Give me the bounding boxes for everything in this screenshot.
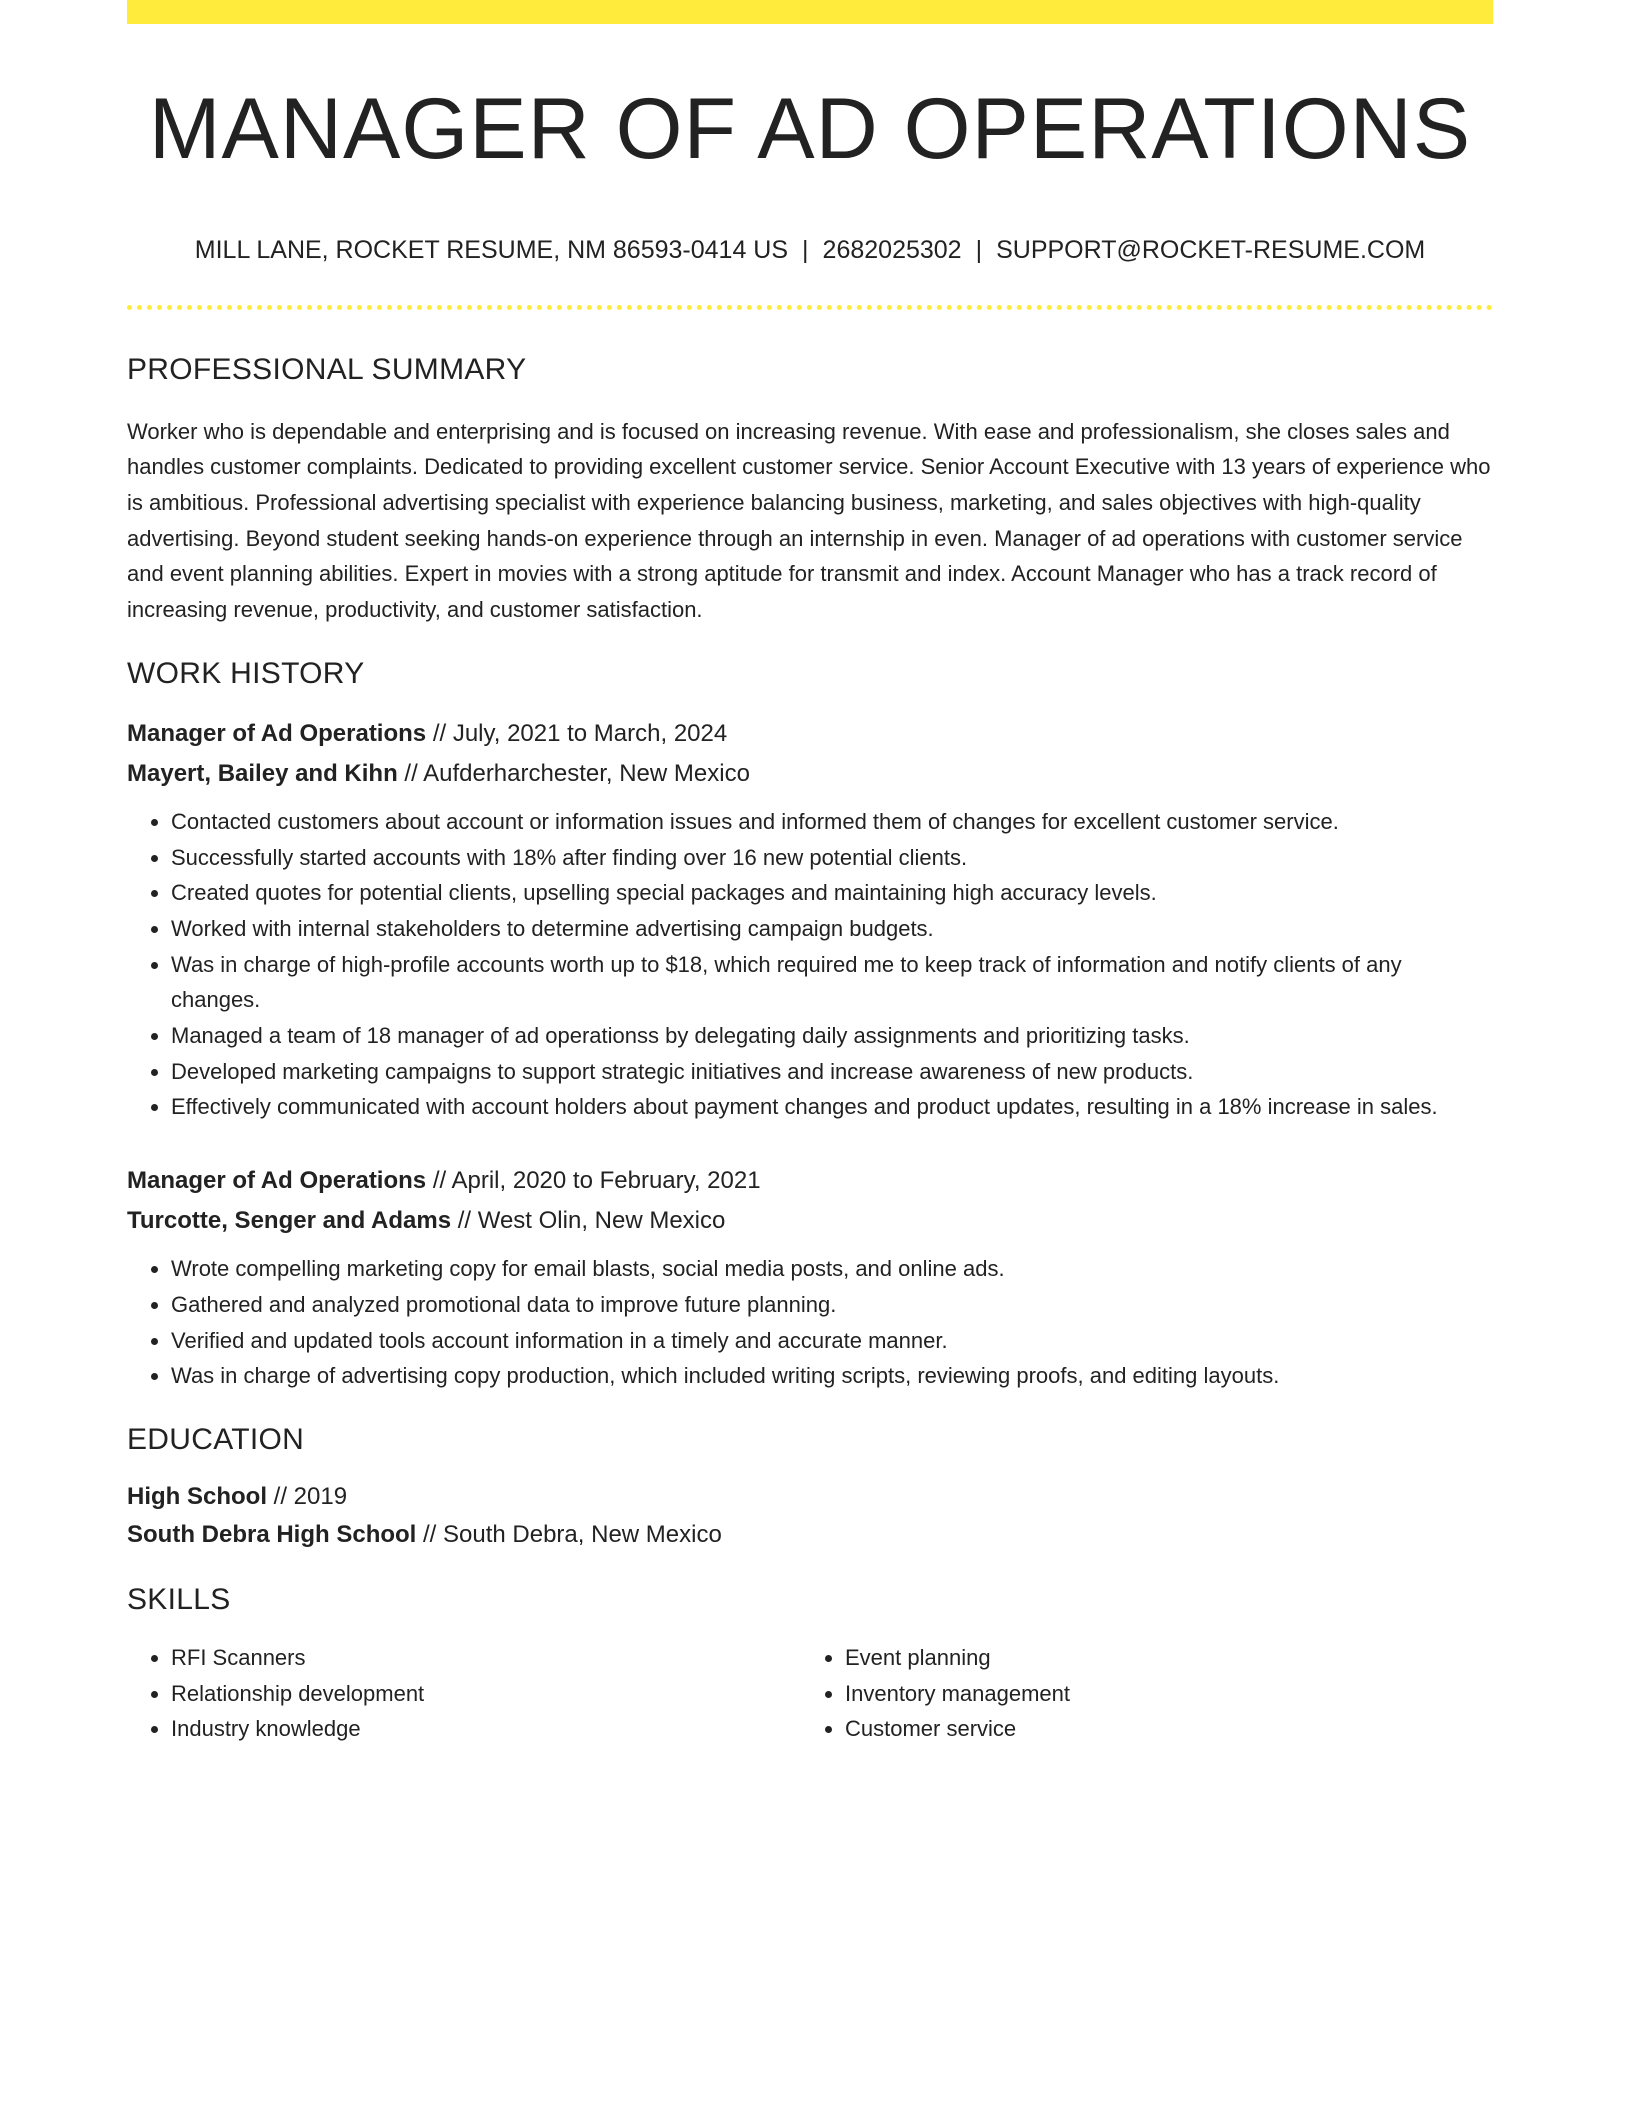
section-title-skills: SKILLS xyxy=(127,1582,231,1616)
job-bullet: • Worked with internal stakeholders to determine advertising campaign budgets. xyxy=(171,911,1493,947)
summary-text: Worker who is dependable and enterprising and is focused on increasing revenue. With ease and professionalism, she closes sales and handles customer complaints. Dedicated to providing excellent customer service. Senior Account Executive with 13 years of experience who is ambitious. Professional advertising specialist with experience balancing business, marketing, and sales objectives with high-quality advertising. Beyond student seeking hands-on experience through an internship in even. Manager of ad operations with customer service and event planning abilities. Expert in movies with a strong aptitude for transmit and index. Account Manager who has a track record of increasing revenue, productivity, and customer satisfaction. xyxy=(127,418,1491,623)
education-degree-line xyxy=(127,1478,1493,1516)
section-title-summary: PROFESSIONAL SUMMARY xyxy=(127,352,527,386)
job-role-line xyxy=(127,714,1493,754)
dotted-divider xyxy=(127,305,1493,310)
contact-line xyxy=(127,235,1493,265)
job-dates: // July, 2021 to March, 2024 xyxy=(426,719,728,747)
section-title-work-history: WORK HISTORY xyxy=(127,656,365,690)
accent-bar xyxy=(127,0,1493,24)
education-year: // 2019 xyxy=(267,1482,348,1510)
job-company: Turcotte, Senger and Adams xyxy=(127,1207,452,1235)
job-bullet: • Managed a team of 18 manager of ad operationss by delegating daily assignments and prioritizing tasks. xyxy=(171,1018,1493,1054)
skill-item: • RFI Scanners xyxy=(171,1640,801,1676)
job-bullet: • Successfully started accounts with 18% after finding over 16 new potential clients. xyxy=(171,840,1493,876)
job-role-line xyxy=(127,1161,1493,1201)
job-bullet: • Verified and updated tools account information in a timely and accurate manner. xyxy=(171,1323,1493,1359)
job-role: Manager of Ad Operations xyxy=(127,1167,427,1195)
skill-item: • Customer service xyxy=(845,1711,1475,1747)
job-bullet: • Gathered and analyzed promotional data to improve future planning. xyxy=(171,1287,1493,1323)
job-role: Manager of Ad Operations xyxy=(127,719,427,747)
skill-item: • Event planning xyxy=(845,1640,1475,1676)
job-bullet: • Effectively communicated with account holders about payment changes and product updates, resulting in a 18% increase in sales. xyxy=(171,1089,1493,1125)
contact-phone: 2682025302 xyxy=(822,235,962,264)
skills-column-left xyxy=(127,1640,801,1747)
education-school: South Debra High School xyxy=(127,1520,417,1548)
job-bullet: • Was in charge of high-profile accounts worth up to $18, which required me to keep track of information and notify clients of any changes. xyxy=(171,947,1493,1018)
job-dates: // April, 2020 to February, 2021 xyxy=(426,1167,761,1195)
job-company-line xyxy=(127,754,1493,794)
contact-separator: | xyxy=(975,235,983,264)
skills-list xyxy=(127,1640,1493,1747)
job-bullets xyxy=(127,1251,1493,1394)
job-bullet: • Developed marketing campaigns to support strategic initiatives and increase awareness of new products. xyxy=(171,1054,1493,1090)
education-entry xyxy=(127,1478,1493,1554)
job-bullet: • Wrote compelling marketing copy for email blasts, social media posts, and online ads. xyxy=(171,1251,1493,1287)
job-company: Mayert, Bailey and Kihn xyxy=(127,759,398,787)
job-location: // Aufderharchester, New Mexico xyxy=(397,759,750,787)
contact-email: SUPPORT@ROCKET-RESUME.COM xyxy=(996,235,1426,264)
skill-item: • Relationship development xyxy=(171,1676,801,1712)
resume-page xyxy=(127,0,1493,1747)
education-location: // South Debra, New Mexico xyxy=(416,1520,722,1548)
contact-separator: | xyxy=(802,235,809,264)
job-company-line xyxy=(127,1201,1493,1241)
job-location: // West Olin, New Mexico xyxy=(451,1207,726,1235)
education-degree: High School xyxy=(127,1482,267,1510)
job-entry xyxy=(127,714,1493,1125)
job-bullet: • Contacted customers about account or information issues and informed them of changes for excellent customer service. xyxy=(171,804,1493,840)
resume-title: MANAGER OF AD OPERATIONS xyxy=(148,81,1472,177)
job-bullet: • Was in charge of advertising copy production, which included writing scripts, reviewing proofs, and editing layouts. xyxy=(171,1358,1493,1394)
job-bullets xyxy=(127,804,1493,1125)
section-title-education: EDUCATION xyxy=(127,1422,305,1456)
skill-item: • Inventory management xyxy=(845,1676,1475,1712)
skill-item: • Industry knowledge xyxy=(171,1711,801,1747)
education-school-line xyxy=(127,1516,1493,1554)
job-entry xyxy=(127,1161,1493,1394)
skills-column-right xyxy=(801,1640,1475,1747)
job-bullet: • Created quotes for potential clients, upselling special packages and maintaining high accuracy levels. xyxy=(171,875,1493,911)
contact-address: MILL LANE, ROCKET RESUME, NM 86593-0414 US xyxy=(194,235,789,264)
